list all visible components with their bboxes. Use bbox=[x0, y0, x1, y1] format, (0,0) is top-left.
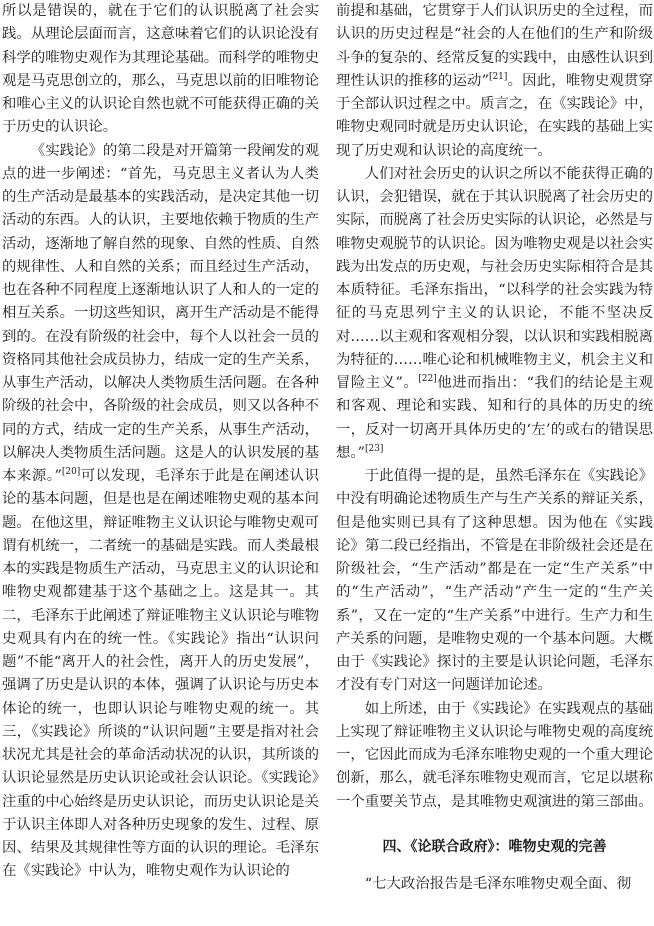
section-heading: 四、《论联合政府》：唯物史观的完善 bbox=[382, 838, 607, 855]
paragraph-text: 人们对社会历史的认识之所以不能获得正确的认识，会犯错误，就在于其认识脱离了社会历史的实际，而脱离了社会历史实际的认识论，必然是与唯物史观脱节的认识论。因为唯物史观是以社会实践为出发点的历史观，与社会历史实际相符合是其本质特征。毛泽东指出，“以科学的社会实践为特征的马克思列宁主义的认识论，不能不坚决反对……以主观和客观相分裂，以认识和实践相脱离为特征的……唯心论和机械唯物主义，机会主义和冒险主义”。 bbox=[336, 165, 653, 391]
footnote-ref[interactable]: [20] bbox=[61, 467, 81, 477]
paragraph-text: 《实践论》的第二段是对开篇第一段阐发的观点的进一步阐述：“首先，马克思主义者认为人类的生产活动是最基本的实践活动，是决定其他一切活动的东西。人的认识，主要地依赖于物质的生产活动，逐渐地了解自然的现象、自然的性质、自然的规律性、人和自然的关系；而且经过生产活动，也在各种不同程度上逐渐地认识了人和人的一定的相互关系。一切这些知识，离开生产活动是不能得到的。在没有阶级的社会中，每个人以社会一员的资格同其他社会成员协力，结成一定的生产关系，从事生产活动，以解决人类物质生活问题。在各种阶级的社会中，各阶级的社会成员，则又以各种不同的方式，结成一定的生产关系，从事生产活动，以解决人类物质生活问题。这是人的认识发展的基本来源。” bbox=[2, 142, 319, 484]
paragraph: 如上所述，由于《实践论》在实践观点的基础上实现了辩证唯物主义认识论与唯物史观的高度统一，它因此而成为毛泽东唯物史观的一个重大理论创新，那么，就毛泽东唯物史观而言，它足以堪称一个重要关节点，是其唯物史观演进的第三部曲。 bbox=[336, 700, 653, 810]
paragraph-text: 可以发现，毛泽东于此是在阐述认识论的基本问题，但是也是在阐述唯物史观的基本问题。在他这里，辩证唯物主义认识论与唯物史观可谓有机统一，二者统一的基础是实践。而人类最根本的实践是物质生产活动，马克思主义的认识论和唯物史观都建基于这个基础之上。这是其一。其二，毛泽东于此阐述了辩证唯物主义认识论与唯物史观具有内在的统一性。《实践论》指出“认识问题”不能“离开人的社会性，离开人的历史发展”，强调了历史是认识的本体，强调了认识论与历史本体论的统一，也即认识论与唯物史观的统一。其三，《实践论》所谈的“认识问题”主要是指对社会状况尤其是社会的革命活动状况的认识，其所谈的认识论显然是历史认识论或社会认识论。《实践论》注重的中心始终是历史认识论，而历史认识论是关于认识主体即人对各种历史现象的发生、过程、原因、结果及其规律性等方面的认识的理论。毛泽东在《实践论》中认为，唯物史观作为认识论的 bbox=[2, 468, 319, 880]
paragraph-text: 前提和基础，它贯穿于人们认识历史的全过程，而认识的历史过程是“社会的人在他们的生产和阶级斗争的复杂的、经常反复的实践中，由感性认识到理性认识的推移的运动” bbox=[336, 3, 653, 89]
paragraph: 于此值得一提的是，虽然毛泽东在《实践论》中没有明确论述物质生产与生产关系的辩证关系，但是他实则已具有了这种思想。因为他在《实践论》第二段已经指出，不管是在非阶级社会还是在阶级社会，“生产活动”都是在一定“生产关系”中的“生产活动”，“生产活动”产生一定的“生产关系”，又在一定的“生产关系”中进行。生产力和生产关系的问题，是唯物史观的一个基本问题。大概由于《实践论》探讨的主要是认识论问题，毛泽东才没有专门对这一问题详加论述。 bbox=[336, 468, 653, 694]
left-column bbox=[2, 0, 319, 926]
paragraph: “七大政治报告是毛泽东唯物史观全面、彻 bbox=[364, 876, 632, 892]
footnote-ref[interactable]: [21] bbox=[488, 71, 508, 82]
paragraph-text: 。因此，唯物史观贯穿于全部认识过程之中。质言之，在《实践论》中，唯物史观同时就是历史认识论，在实践的基础上实现了历史观和认识论的高度统一。 bbox=[336, 72, 653, 159]
paragraph bbox=[2, 140, 319, 884]
footnote-ref[interactable]: [22] bbox=[418, 374, 437, 384]
paragraph bbox=[336, 163, 653, 465]
paragraph bbox=[336, 0, 653, 163]
paragraph-text: 他进而指出：“我们的结论是主观和客观、理论和实践、知和行的具体的历史的统一，反对一切离开具体历史的‘左’的或右的错误思想。” bbox=[336, 375, 653, 461]
paragraph: 所以是错误的，就在于它们的认识脱离了社会实践。从理论层面而言，这意味着它们的认识论没有科学的唯物史观作为其理论基础。而科学的唯物史观是马克思创立的，那么，马克思以前的旧唯物论和唯心主义的认识论自然也就不可能获得正确的关于历史的认识论。 bbox=[2, 3, 319, 136]
footnote-ref[interactable]: [23] bbox=[364, 443, 384, 454]
right-column bbox=[336, 0, 653, 926]
